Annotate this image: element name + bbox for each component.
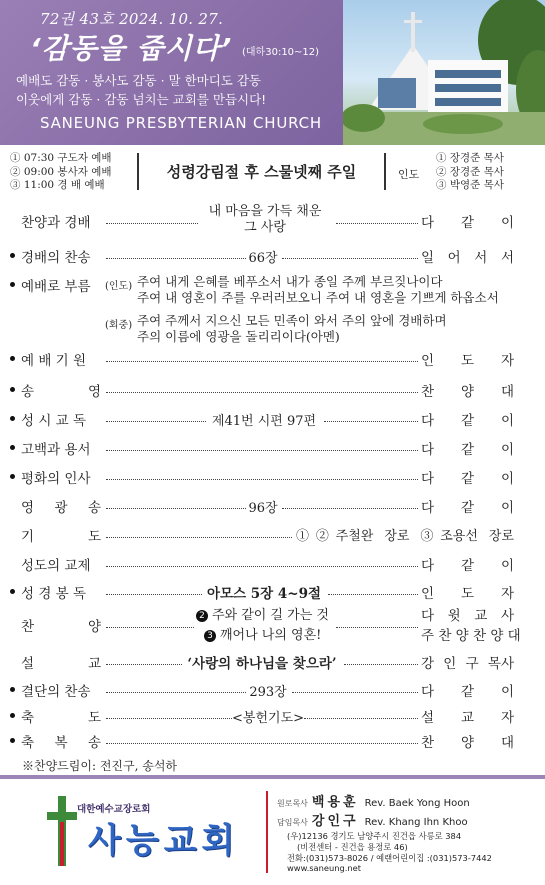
dotted-leader	[106, 479, 418, 480]
anthem-song-2	[204, 624, 321, 643]
phone-numbers: 전화:(031)573-8026 / 예랜어린이집 :(031)573-7442	[287, 853, 492, 863]
bullet-icon	[10, 387, 15, 392]
dotted-leader	[344, 664, 418, 665]
bullet-icon	[10, 416, 15, 421]
dotted-leader	[106, 361, 418, 362]
dotted-leader	[106, 718, 232, 719]
dotted-leader	[106, 627, 194, 628]
order-label: 설 교	[21, 656, 101, 672]
dotted-leader	[328, 594, 418, 595]
footer-divider	[266, 791, 268, 873]
order-content: <봉헌기도>	[232, 711, 305, 726]
bulletin-footer	[0, 775, 545, 885]
church-name-korean: 사능교회	[88, 821, 240, 861]
scripture-reference: 아모스 5장 4~9절	[206, 586, 322, 602]
congregation-tag: (회중)	[105, 320, 133, 331]
dotted-leader	[106, 421, 206, 422]
bullet-icon	[10, 738, 15, 743]
pastor-emeritus-english: Rev. Baek Yong Hoon	[364, 798, 470, 809]
dotted-leader	[292, 692, 418, 693]
dotted-leader	[106, 692, 246, 693]
dotted-leader	[106, 258, 246, 259]
bullet-icon	[10, 687, 15, 692]
dotted-leader	[282, 508, 418, 509]
order-performer: 다 같 이	[421, 215, 514, 231]
header-banner	[0, 0, 343, 145]
call-leader-line-1: 주여 내게 은혜를 베푸소서 내가 종일 주께 부르짖나이다	[137, 274, 443, 289]
worship-team-note: ※찬양드림이: 전진구, 송석하	[22, 759, 177, 773]
dotted-leader	[336, 223, 418, 224]
order-content: 293장	[249, 685, 287, 700]
order-performer: 찬 양 대	[421, 384, 514, 400]
order-label: 고백과 용서	[21, 442, 91, 458]
bullet-icon	[10, 282, 15, 287]
leader-tag: (인도)	[105, 281, 133, 292]
motto-line-1: 예배도 감동 · 봉사도 감동 · 말 한마디도 감동	[16, 73, 262, 88]
song-number-2: 3	[204, 630, 216, 642]
dotted-leader	[304, 718, 418, 719]
praise-song	[198, 204, 332, 236]
service-times	[10, 152, 112, 193]
anthem-performer-2: 주 찬 양 찬 양 대	[421, 628, 521, 644]
order-performer: 일 어 서 서	[421, 250, 514, 266]
leader-2: ② 장경준 목사	[436, 165, 504, 178]
order-label: 송 영	[21, 384, 101, 400]
motto-line-2: 이웃에게 감동 · 감동 넘치는 교회를 만듭시다!	[16, 92, 267, 107]
order-content: 제41번 시편 97편	[211, 414, 317, 429]
leader-3: ③ 박영준 목사	[436, 179, 504, 191]
order-label: 성 시 교 독	[21, 413, 87, 429]
order-content: 96장	[248, 501, 278, 516]
denomination: 대한예수교장로회	[77, 804, 151, 815]
order-performer: 찬 양 대	[421, 735, 514, 751]
service-time-3: ③ 11:00 경 배 예배	[10, 179, 105, 191]
order-label: 예배로 부름	[21, 279, 91, 295]
church-address: (우)12136 경기도 남양주시 진건읍 사릉로 384	[287, 831, 462, 841]
order-label: 성 경 봉 독	[21, 586, 87, 602]
dotted-leader	[106, 664, 182, 665]
senior-pastor	[277, 810, 468, 829]
issue-date: 72권 43호 2024. 10. 27.	[40, 10, 224, 28]
service-time-1: ① 07:30 구도자 예배	[10, 152, 112, 164]
website-link[interactable]: www.saneung.net	[287, 863, 362, 873]
bullet-icon	[10, 474, 15, 479]
slogan: ‘감동을 줍시다’	[30, 32, 233, 65]
vision-center-address: (비전센터 - 진건읍 용정로 46)	[297, 842, 408, 852]
sermon-title: ‘사랑의 하나님을 찾으라’	[187, 656, 337, 672]
senior-pastor-name: 강인구	[311, 814, 359, 829]
sunday-title-box	[137, 153, 386, 190]
dotted-leader	[324, 421, 418, 422]
order-label: 예 배 기 원	[21, 353, 87, 369]
order-label: 경배의 찬송	[21, 250, 91, 266]
order-performer: 다 같 이	[421, 413, 514, 429]
order-label: 기 도	[21, 529, 101, 545]
dotted-leader	[336, 627, 418, 628]
dotted-leader	[106, 450, 418, 451]
footer-rule	[0, 775, 545, 779]
praise-song-line-2: 그 사랑	[244, 220, 286, 235]
anthem-performer-1: 다 윗 교 사	[421, 608, 514, 624]
order-performer: 다 같 이	[421, 558, 514, 574]
bullet-icon	[10, 713, 15, 718]
sunday-title: 성령강림절 후 스물넷째 주일	[166, 163, 357, 181]
call-congregation-line-2: 주의 이름에 영광을 돌리리이다(아멘)	[137, 329, 340, 344]
order-label: 찬 양	[21, 619, 101, 635]
pastor-emeritus-name: 백용훈	[311, 795, 359, 810]
order-performer: 인 도 자	[421, 353, 514, 369]
leader-1: ① 장경준 목사	[436, 152, 504, 164]
praise-song-line-1: 내 마음을 가득 채운	[208, 204, 322, 219]
dotted-leader	[106, 594, 202, 595]
bulletin-header	[0, 0, 545, 145]
senior-pastor-english: Rev. Khang Ihn Khoo	[364, 817, 468, 828]
pastor-emeritus-role: 원로목사	[277, 799, 308, 808]
dotted-leader	[106, 743, 418, 744]
order-label: 평화의 인사	[21, 471, 91, 487]
anthem-song-1	[196, 604, 329, 623]
bullet-icon	[10, 445, 15, 450]
order-content: 66장	[248, 251, 278, 266]
service-leaders	[436, 152, 504, 193]
dotted-leader	[282, 258, 418, 259]
song-title-2: 깨어나 나의 영혼!	[220, 628, 322, 643]
order-performer: 인 도 자	[421, 586, 514, 602]
dotted-leader	[106, 223, 198, 224]
dotted-leader	[106, 566, 418, 567]
order-label: 성도의 교제	[21, 558, 91, 574]
order-label: 축 도	[21, 710, 101, 726]
service-time-2: ② 09:00 봉사자 예배	[10, 165, 112, 178]
bullet-icon	[10, 589, 15, 594]
order-performer: 다 같 이	[421, 500, 514, 516]
order-label: 영 광 송	[21, 500, 101, 516]
dotted-leader	[106, 508, 246, 509]
senior-pastor-role: 담임목사	[277, 818, 308, 827]
dotted-leader	[106, 537, 292, 538]
pastor-emeritus	[277, 791, 470, 810]
order-performer: 설 교 자	[421, 710, 514, 726]
cross-icon	[47, 796, 77, 866]
verse-reference: (대하30:10~12)	[242, 47, 320, 58]
song-number-1: 2	[196, 610, 208, 622]
order-performer: 다 같 이	[421, 471, 514, 487]
call-congregation-line-1: 주여 주께서 지으신 모든 민족이 와서 주의 앞에 경배하며	[137, 313, 447, 328]
order-performer: 다 같 이	[421, 442, 514, 458]
dotted-leader	[106, 392, 418, 393]
leader-label: 인도	[398, 168, 420, 181]
order-label: 찬양과 경배	[21, 215, 91, 231]
call-leader-line-2: 주여 내 영혼이 주를 우러러보오니 주여 내 영혼을 기쁘게 하옵소서	[137, 290, 499, 305]
order-performer: 강 인 구 목사	[421, 656, 514, 672]
order-label: 축 복 송	[21, 735, 101, 751]
order-content: ①②주철완 장로 ③조용선 장로	[296, 529, 514, 544]
order-label: 결단의 찬송	[21, 684, 91, 700]
church-name-english: SANEUNG PRESBYTERIAN CHURCH	[40, 114, 322, 132]
order-performer: 다 같 이	[421, 684, 514, 700]
bullet-icon	[10, 253, 15, 258]
church-building-photo	[343, 0, 545, 145]
song-title-1: 주와 같이 길 가는 것	[212, 608, 329, 623]
bullet-icon	[10, 356, 15, 361]
